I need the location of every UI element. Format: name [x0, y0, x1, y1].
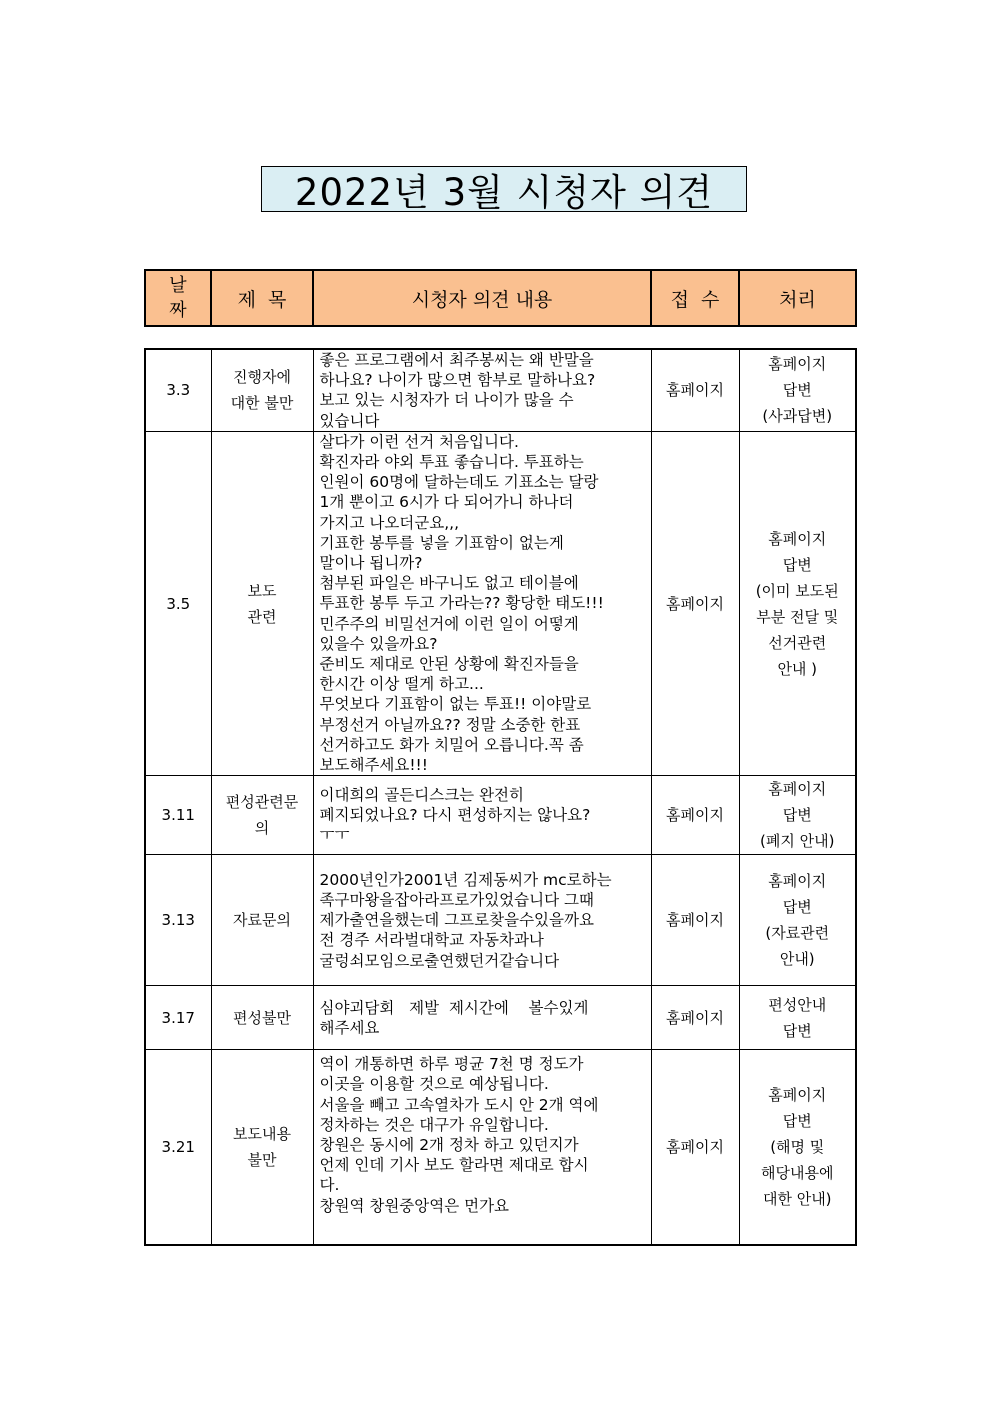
header-date: 날 짜: [145, 270, 211, 326]
table-row: [145, 349, 856, 431]
cell-content: 2000년인가2001년 김제동씨가 mc로하는 족구마왕을잡아라프로가있었습니다 그때 제가출연을했는데 그프로찾을수있을까요 전 경주 서라벌대학교 자동차과나 굴렁쇠모임으로출연했던거같습니다: [313, 855, 651, 986]
table-row: [145, 431, 856, 775]
table-row: [145, 855, 856, 986]
cell-content: 좋은 프로그램에서 최주봉씨는 왜 반말을 하나요? 나이가 많으면 함부로 말하나요? 보고 있는 시청자가 더 나이가 많을 수 있습니다: [313, 349, 651, 431]
table-row: [145, 1050, 856, 1245]
cell-content: 이대희의 골든디스크는 완전히 폐지되었나요? 다시 편성하지는 않나요? ㅜㅜ: [313, 776, 651, 855]
cell-result: 홈페이지 답변 (이미 보도된 부분 전달 및 선거관련 안내 ): [739, 431, 856, 775]
cell-result: 편성안내 답변: [739, 986, 856, 1050]
cell-subject: 진행자에 대한 불만: [211, 349, 313, 431]
cell-result: 홈페이지 답변 (사과답변): [739, 349, 856, 431]
cell-channel: 홈페이지: [651, 986, 739, 1050]
header-subject: 제 목: [211, 270, 313, 326]
cell-date: 3.11: [145, 776, 211, 855]
cell-channel: 홈페이지: [651, 431, 739, 775]
cell-date: 3.3: [145, 349, 211, 431]
cell-date: 3.17: [145, 986, 211, 1050]
page-title: 2022년 3월 시청자 의견: [261, 166, 747, 212]
table-header: [144, 269, 857, 327]
cell-channel: 홈페이지: [651, 1050, 739, 1245]
header-result: 처리: [739, 270, 856, 326]
header-content: 시청자 의견 내용: [313, 270, 651, 326]
cell-content: 살다가 이런 선거 처음입니다. 확진자라 야외 투표 좋습니다. 투표하는 인원이 60명에 달하는데도 기표소는 달랑 1개 뿐이고 6시가 다 되어가니 하나더 가지고 나오더군요,,, 기표한 봉투를 넣을 기표함이 없는게 말이나 됩니까? 첨부된 파일은 바구니도 없고 테이블에 투표한 봉투 두고 가라는?? 황당한 태도!!! 민주주의 비밀선거에 이런 일이 어떻게 있을수 있을까요? 준비도 제대로 안된 상황에 확진자들을 한시간 이상 떨게 하고... 무엇보다 기표함이 없는 투표!! 이야말로 부정선거 아닐까요?? 정말 소중한 한표 선거하고도 화가 치밀어 오릅니다.꼭 좀 보도해주세요!!!: [313, 431, 651, 775]
table-row: [145, 986, 856, 1050]
table-row: [145, 776, 856, 855]
cell-date: 3.13: [145, 855, 211, 986]
cell-subject: 편성불만: [211, 986, 313, 1050]
cell-result: 홈페이지 답변 (해명 및 해당내용에 대한 안내): [739, 1050, 856, 1245]
cell-subject: 보도 관련: [211, 431, 313, 775]
cell-channel: 홈페이지: [651, 349, 739, 431]
cell-content: 심야괴담회 제발 제시간에 볼수있게 해주세요: [313, 986, 651, 1050]
cell-channel: 홈페이지: [651, 776, 739, 855]
cell-date: 3.5: [145, 431, 211, 775]
cell-channel: 홈페이지: [651, 855, 739, 986]
cell-result: 홈페이지 답변 (폐지 안내): [739, 776, 856, 855]
cell-subject: 편성관련문 의: [211, 776, 313, 855]
cell-date: 3.21: [145, 1050, 211, 1245]
cell-subject: 자료문의: [211, 855, 313, 986]
opinion-table: [144, 348, 857, 1246]
cell-result: 홈페이지 답변 (자료관련 안내): [739, 855, 856, 986]
cell-subject: 보도내용 불만: [211, 1050, 313, 1245]
header-channel: 접 수: [651, 270, 739, 326]
cell-content: 역이 개통하면 하루 평균 7천 명 정도가 이곳을 이용할 것으로 예상됩니다. 서울을 빼고 고속열차가 도시 안 2개 역에 정차하는 것은 대구가 유일합니다. 창원은 동시에 2개 정차 하고 있던지가 언제 인데 기사 보도 할라면 제대로 합시 다. 창원역 창원중앙역은 먼가요: [313, 1050, 651, 1245]
